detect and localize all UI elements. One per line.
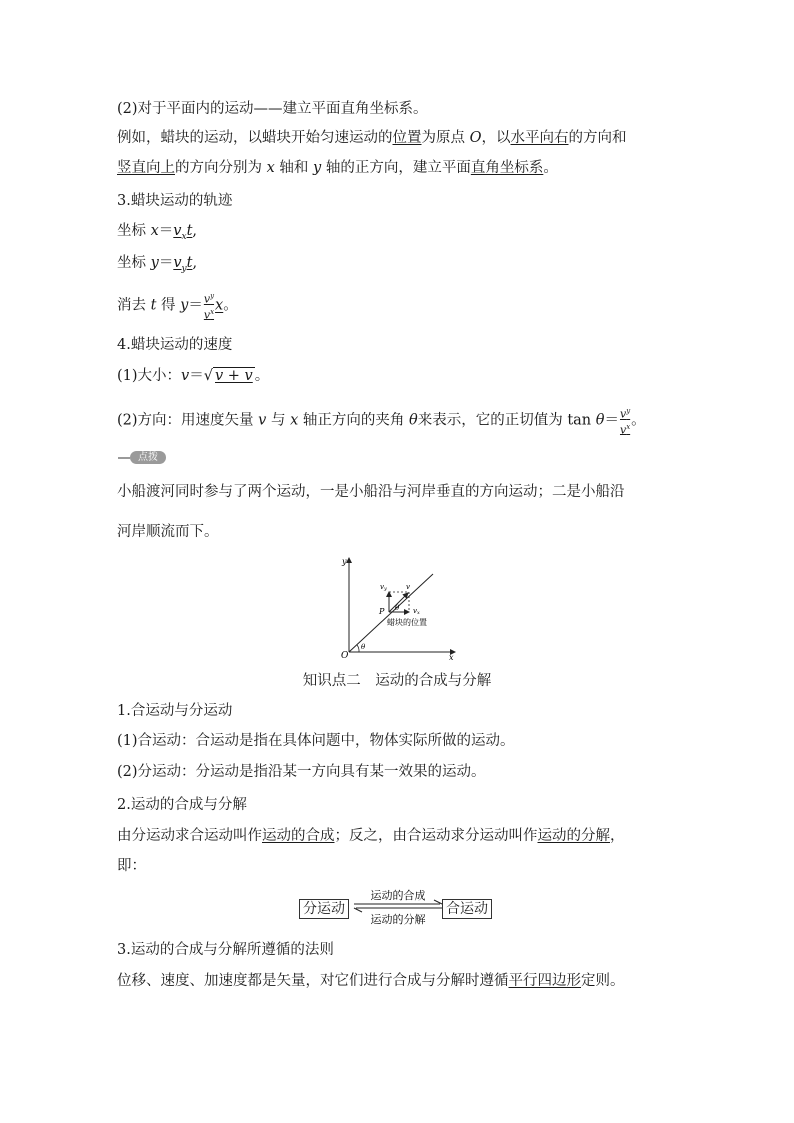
trajectory-line	[349, 574, 433, 652]
equation-eliminate-t: 消去 t 得 y＝ $\frac{v^y}{v^x}$ x。	[117, 292, 238, 322]
label-p: P	[379, 607, 385, 616]
equation-x: 坐标 $x=v_xt$,	[117, 223, 198, 242]
blank-horizontal-right: 水平向右	[510, 130, 569, 146]
heading-composite: 1.合运动与分运动	[117, 703, 233, 719]
blank-rect-coords: 直角坐标系	[470, 160, 544, 176]
section-title: 知识点二 运动的合成与分解	[302, 673, 492, 689]
heading-rule: 3.运动的合成与分解所遵循的法则	[117, 942, 334, 958]
badge-line	[118, 457, 130, 459]
blank-parallelogram: 平行四边形	[508, 973, 581, 989]
tip-text-1: 小船渡河同时参与了两个运动，一是小船沿与河岸垂直的方向运动；二是小船沿	[117, 484, 625, 500]
sqrt-symbol: √ v + v	[203, 368, 253, 384]
paragraph-composition-cont: 即：	[117, 858, 146, 874]
def-composite: (1)合运动：合运动是指在具体问题中，物体实际所做的运动。	[117, 733, 515, 749]
heading-composition: 2.运动的合成与分解	[117, 797, 247, 813]
heading-trajectory: 3.蜡块运动的轨迹	[117, 193, 233, 209]
blank-position: 位置	[392, 130, 422, 146]
flow-arrows	[352, 886, 444, 928]
tip-text-2: 河岸顺流而下。	[117, 524, 219, 540]
fraction-vy-vx: $\frac{v^y}{v^x}$	[203, 292, 215, 322]
box-component-motion: 分运动	[299, 899, 349, 919]
paragraph-rule: 位移、速度、加速度都是矢量，对它们进行合成与分解时遵循平行四边形定则。	[117, 973, 625, 989]
label-x: x	[449, 653, 454, 660]
paragraph-composition: 由分运动求合运动叫作运动的合成；反之，由合运动求分运动叫作运动的分解，	[117, 828, 625, 844]
blank-vertical-up: 竖直向上	[117, 160, 175, 176]
paragraph-example: 例如，蜡块的运动，以蜡块开始匀速运动的位置为原点 O，以水平向右的方向和	[117, 130, 627, 146]
angle-arc-origin	[357, 645, 359, 652]
equation-direction: (2)方向：用速度矢量 v 与 x 轴正方向的夹角 θ来表示，它的正切值为 tan θ＝ $\frac{v^y}{v^x}$ 。	[117, 407, 646, 437]
arrow-compose-head	[434, 900, 442, 904]
label-compose: 运动的合成	[370, 889, 426, 902]
box-resultant-motion: 合运动	[442, 899, 492, 919]
label-origin: O	[341, 651, 349, 660]
heading-velocity: 4.蜡块运动的速度	[117, 337, 233, 353]
label-y: y	[342, 557, 347, 566]
fraction-tan: $\frac{v^y}{v^x}$	[619, 407, 631, 437]
equation-magnitude: (1)大小：v＝√ v + v 。	[117, 368, 270, 384]
velocity-diagram	[333, 552, 463, 660]
label-position: 蜡块的位置	[387, 618, 427, 627]
arrow-decompose-head	[354, 908, 362, 912]
blank-decomposition: 运动的分解	[537, 828, 610, 844]
equation-y: 坐标 $y=v_yt$,	[117, 255, 198, 274]
paragraph-coordinate-system: (2)对于平面内的运动——建立平面直角坐标系。	[117, 101, 428, 117]
label-theta-origin: θ	[361, 643, 366, 651]
label-vx: vx	[413, 607, 420, 616]
label-theta-p: θ	[395, 604, 400, 612]
blank-composition: 运动的合成	[262, 828, 335, 844]
label-v: v	[406, 583, 410, 591]
tip-badge	[118, 451, 166, 464]
def-component: (2)分运动：分运动是指沿某一方向具有某一效果的运动。	[117, 764, 486, 780]
label-vy: vy	[380, 583, 387, 592]
label-decompose: 运动的分解	[370, 913, 426, 926]
paragraph-example-cont: 竖直向上的方向分别为 x 轴和 y 轴的正方向，建立平面直角坐标系。	[117, 160, 558, 176]
badge-label: 点拨	[130, 451, 166, 464]
